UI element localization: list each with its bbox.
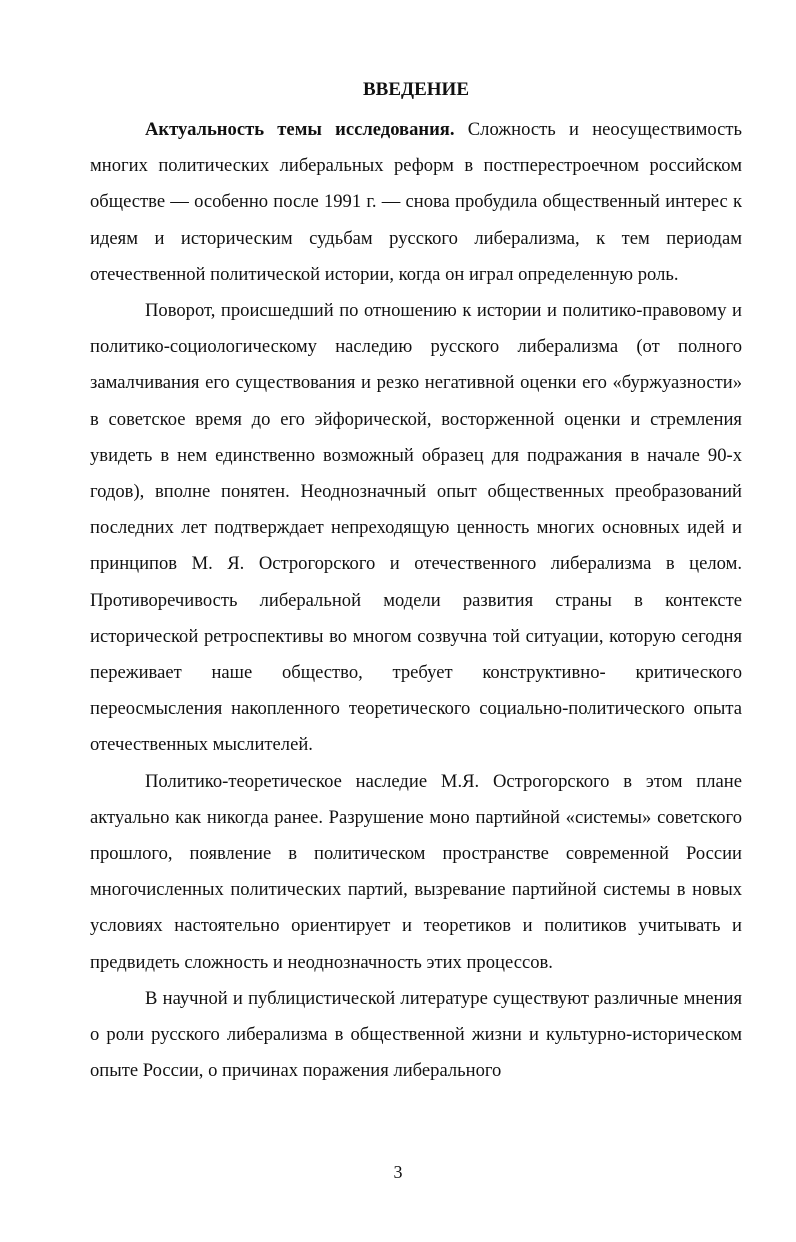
paragraph-turn-in-attitude: Поворот, происшедший по отношению к истории и политико-правовому и политико-социологическому наследию русского либерализма (от полного замалчивания его существования и резко негативной оценки его «буржуазности» в советское время до его эйфорической, восторженной оценки и стремления увидеть в нем единственно возможный образец для подражания в начале 90-х годов), вполне понятен. Неоднозначный опыт общественных преобразований последних лет подтверждает непреходящую ценность многих основных идей и принципов М. Я. Острогорского и отечественного либерализма в целом. Противоречивость либеральной модели развития страны в контексте исторической ретроспективы во многом созвучна той ситуации, которую сегодня переживает наше общество, требует конструктивно- критического переосмысления накопленного теоретического социально-политического опыта отечественных мыслителей. [90,300,742,756]
page-title: ВВЕДЕНИЕ [363,79,469,100]
relevance-lead-heading: Актуальность темы исследования. [145,119,455,140]
page-number: 3 [393,1162,403,1182]
document-page [90,74,742,1089]
relevance-text: Сложность и неосуществимость многих политических либеральных реформ в постперестроечном российском обществе — особенно после 1991 г. — снова пробудила общественный интерес к идеям и историческим судьбам русского либерализма, к тем периодам отечественной политической истории, когда он играл определенную роль. [90,119,742,285]
paragraph-relevance [90,112,742,293]
paragraph-literature-opinions: В научной и публицистической литературе существуют различные мнения о роли русского либерализма в общественной жизни и культурно-историческом опыте России, о причинах поражения либерального [90,987,742,1082]
paragraph-ostrogorsky-legacy: Политико-теоретическое наследие М.Я. Острогорского в этом плане актуально как никогда ранее. Разрушение моно партийной «системы» советского прошлого, появление в политическом пространстве современной России многочисленных политических партий, вызревание партийной системы в новых условиях настоятельно ориентирует и теоретиков и политиков учитывать и предвидеть сложность и неоднозначность этих процессов. [90,770,742,973]
